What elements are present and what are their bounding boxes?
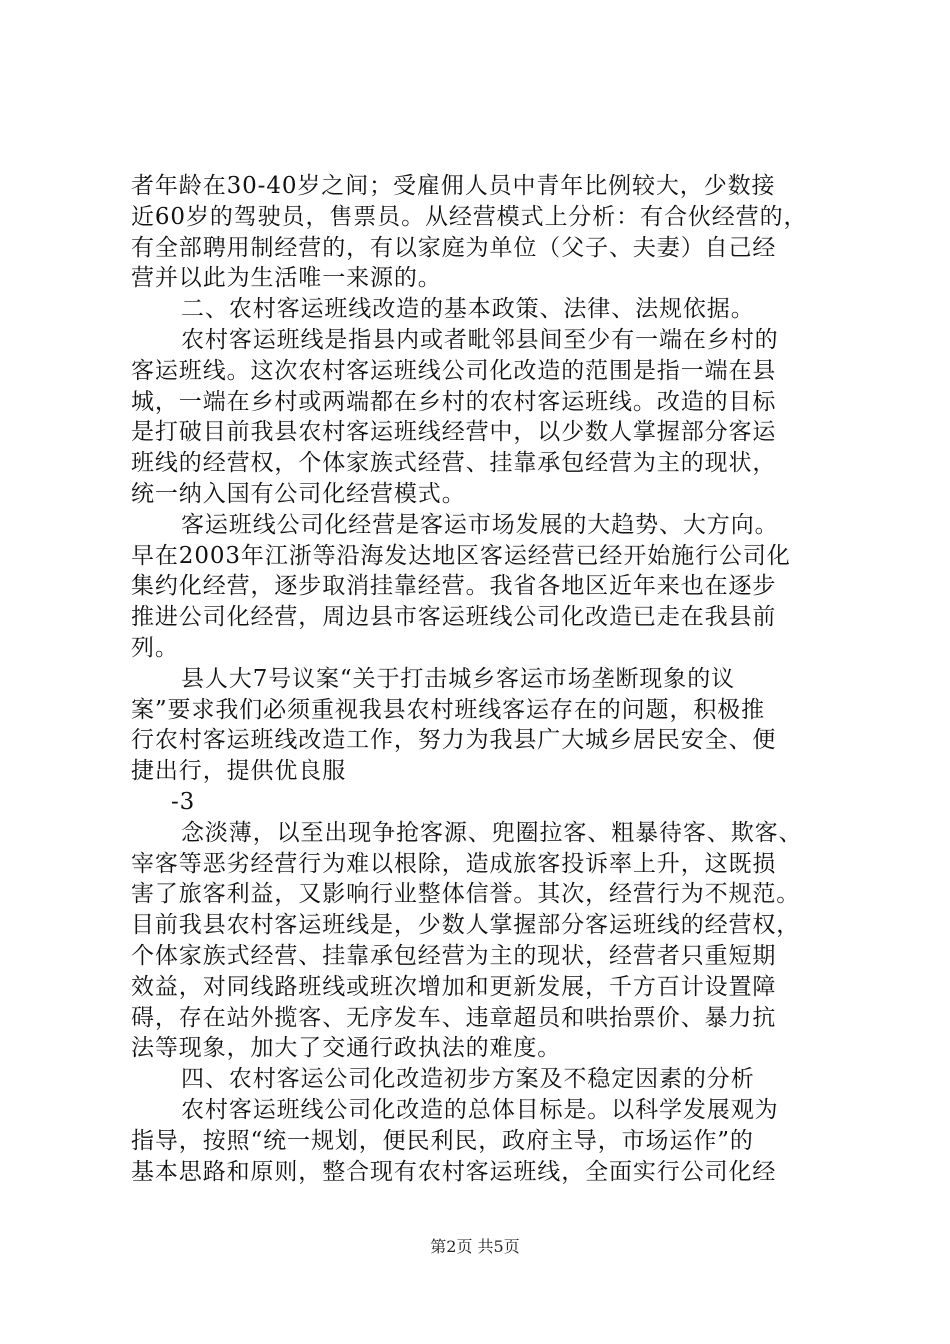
- section-heading: 四、农村客运公司化改造初步方案及不稳定因素的分析: [181, 1066, 755, 1093]
- text-line: 农村客运班线是指县内或者毗邻县间至少有一端在乡村的: [181, 326, 779, 353]
- text-line: 近60岁的驾驶员，售票员。从经营模式上分析：有合伙经营的，: [131, 203, 808, 230]
- text-line: 班线的经营权，个体家族式经营、挂靠承包经营为主的现状，: [131, 450, 777, 477]
- text-line: 集约化经营，逐步取消挂靠经营。我省各地区近年来也在逐步: [131, 573, 777, 600]
- text-line: 统一纳入国有公司化经营模式。: [131, 480, 466, 507]
- page-footer: 第2页 共5页: [430, 1237, 520, 1256]
- text-line: 目前我县农村客运班线是，少数人掌握部分客运班线的经营权，: [131, 912, 801, 939]
- text-line: 县人大7号议案“关于打击城乡客运市场垄断现象的议: [181, 665, 735, 692]
- text-line: 指导，按照“统一规划，便民利民，政府主导，市场运作”的: [131, 1127, 754, 1154]
- text-line: 案”要求我们必须重视我县农村班线客运存在的问题，积极推: [131, 696, 766, 723]
- text-line: 害了旅客利益，又影响行业整体信誉。其次，经营行为不规范。: [131, 881, 801, 908]
- text-line: 客运班线。这次农村客运班线公司化改造的范围是指一端在县: [131, 357, 777, 384]
- text-line: 早在2003年江浙等沿海发达地区客运经营已经开始施行公司化: [131, 542, 791, 569]
- text-line: 捷出行，提供优良服: [131, 758, 347, 785]
- text-line: 城，一端在乡村或两端都在乡村的农村客运班线。改造的目标: [131, 388, 777, 415]
- text-line: 者年龄在30-40岁之间；受雇佣人员中青年比例较大，少数接: [131, 173, 776, 199]
- text-line: 法等现象，加大了交通行政执法的难度。: [131, 1035, 562, 1062]
- text-line: 农村客运班线公司化改造的总体目标是。以科学发展观为: [181, 1096, 779, 1123]
- text-line: 宰客等恶劣经营行为难以根除，造成旅客投诉率上升，这既损: [131, 850, 777, 877]
- text-line: 个体家族式经营、挂靠承包经营为主的现状，经营者只重短期: [131, 942, 777, 969]
- text-line: 列。: [131, 634, 179, 661]
- text-line: 是打破目前我县农村客运班线经营中，以少数人掌握部分客运: [131, 419, 777, 446]
- text-line: 有全部聘用制经营的，有以家庭为单位（父子、夫妻）自己经: [131, 234, 777, 261]
- text-line: 客运班线公司化经营是客运市场发展的大趋势、大方向。: [181, 511, 779, 538]
- text-line: 念淡薄，以至出现争抢客源、兜圈拉客、粗暴待客、欺客、: [181, 819, 803, 846]
- page-marker: -3: [171, 788, 196, 815]
- text-line: 推进公司化经营，周边县市客运班线公司化改造已走在我县前: [131, 604, 777, 631]
- document-body: [131, 171, 831, 1187]
- text-line: 营并以此为生活唯一来源的。: [131, 265, 442, 292]
- text-line: 效益，对同线路班线或班次增加和更新发展，千方百计设置障: [131, 973, 777, 1000]
- text-line: 基本思路和原则，整合现有农村客运班线，全面实行公司化经: [131, 1158, 777, 1185]
- text-line: 碍，存在站外揽客、无序发车、违章超员和哄抬票价、暴力抗: [131, 1004, 777, 1031]
- section-heading: 二、农村客运班线改造的基本政策、法律、法规依据。: [181, 296, 755, 323]
- text-line: 行农村客运班线改造工作，努力为我县广大城乡居民安全、便: [131, 727, 777, 754]
